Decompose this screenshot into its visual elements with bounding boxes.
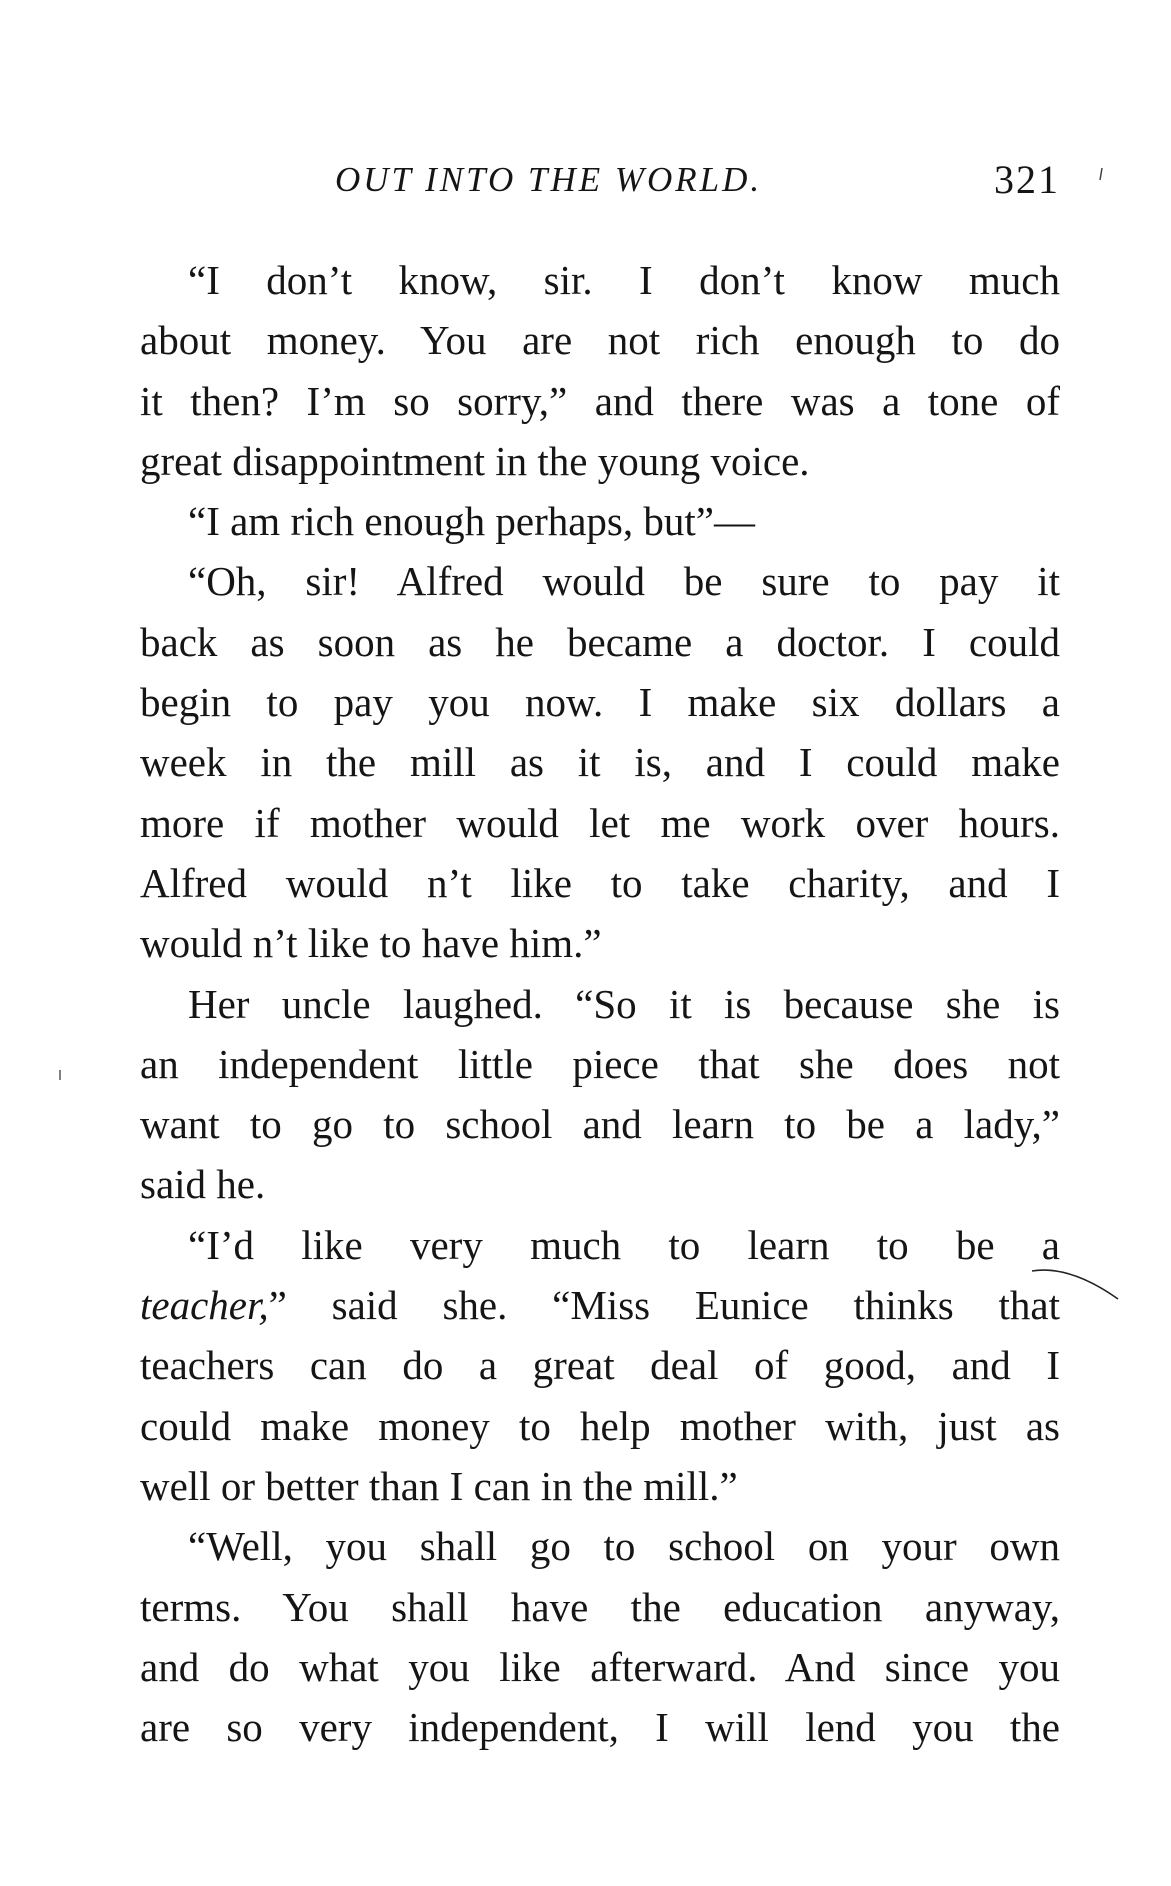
text-line: could make money to help mother with, just as [140, 1402, 1060, 1449]
text-line: begin to pay you now. I make six dollars a [140, 679, 1060, 726]
text-line: would n’t like to have him.” [140, 920, 602, 967]
text-line: more if mother would let me work over hours. [140, 799, 1060, 846]
text-line: Alfred would n’t like to take charity, and I [140, 859, 1060, 906]
text-line: an independent little piece that she does not [140, 1040, 1060, 1087]
text-line: well or better than I can in the mill.” [140, 1462, 738, 1509]
text-line: week in the mill as it is, and I could make [140, 739, 1060, 786]
running-title: OUT INTO THE WORLD. [335, 160, 763, 199]
body-text [140, 250, 1060, 1757]
text-line: about money. You are not rich enough to do [140, 317, 1060, 364]
text-line: terms. You shall have the education anyway, [140, 1583, 1060, 1630]
text-line-rest: ” said she. “Miss Eunice thinks that [268, 1282, 1060, 1329]
text-line: back as soon as he became a doctor. I could [140, 618, 1060, 665]
text-line: teachers can do a great deal of good, and I [140, 1342, 1060, 1389]
text-line: great disappointment in the young voice. [140, 437, 810, 484]
text-line: said he. [140, 1161, 266, 1208]
pencil-mark [1030, 1263, 1120, 1303]
text-line: and do what you like afterward. And since you [140, 1643, 1060, 1690]
emphasized-word: teacher, [140, 1282, 269, 1329]
running-head [140, 157, 1060, 210]
page-number: 321 [994, 157, 1060, 202]
text-line: “I am rich enough perhaps, but”— [188, 498, 755, 545]
text-line: are so very independent, I will lend you the [140, 1704, 1060, 1751]
text-line: it then? I’m so sorry,” and there was a tone of [140, 377, 1060, 424]
text-line: “I’d like very much to learn to be a [188, 1221, 1060, 1268]
text-line: “I don’t know, sir. I don’t know much [188, 257, 1060, 303]
text-line: want to go to school and learn to be a lady,” [140, 1101, 1060, 1148]
text-line: “Well, you shall go to school on your own [188, 1523, 1060, 1570]
text-line: Her uncle laughed. “So it is because she is [188, 980, 1060, 1027]
text-line: “Oh, sir! Alfred would be sure to pay it [188, 558, 1060, 605]
text-line-teacher [140, 1275, 1060, 1335]
